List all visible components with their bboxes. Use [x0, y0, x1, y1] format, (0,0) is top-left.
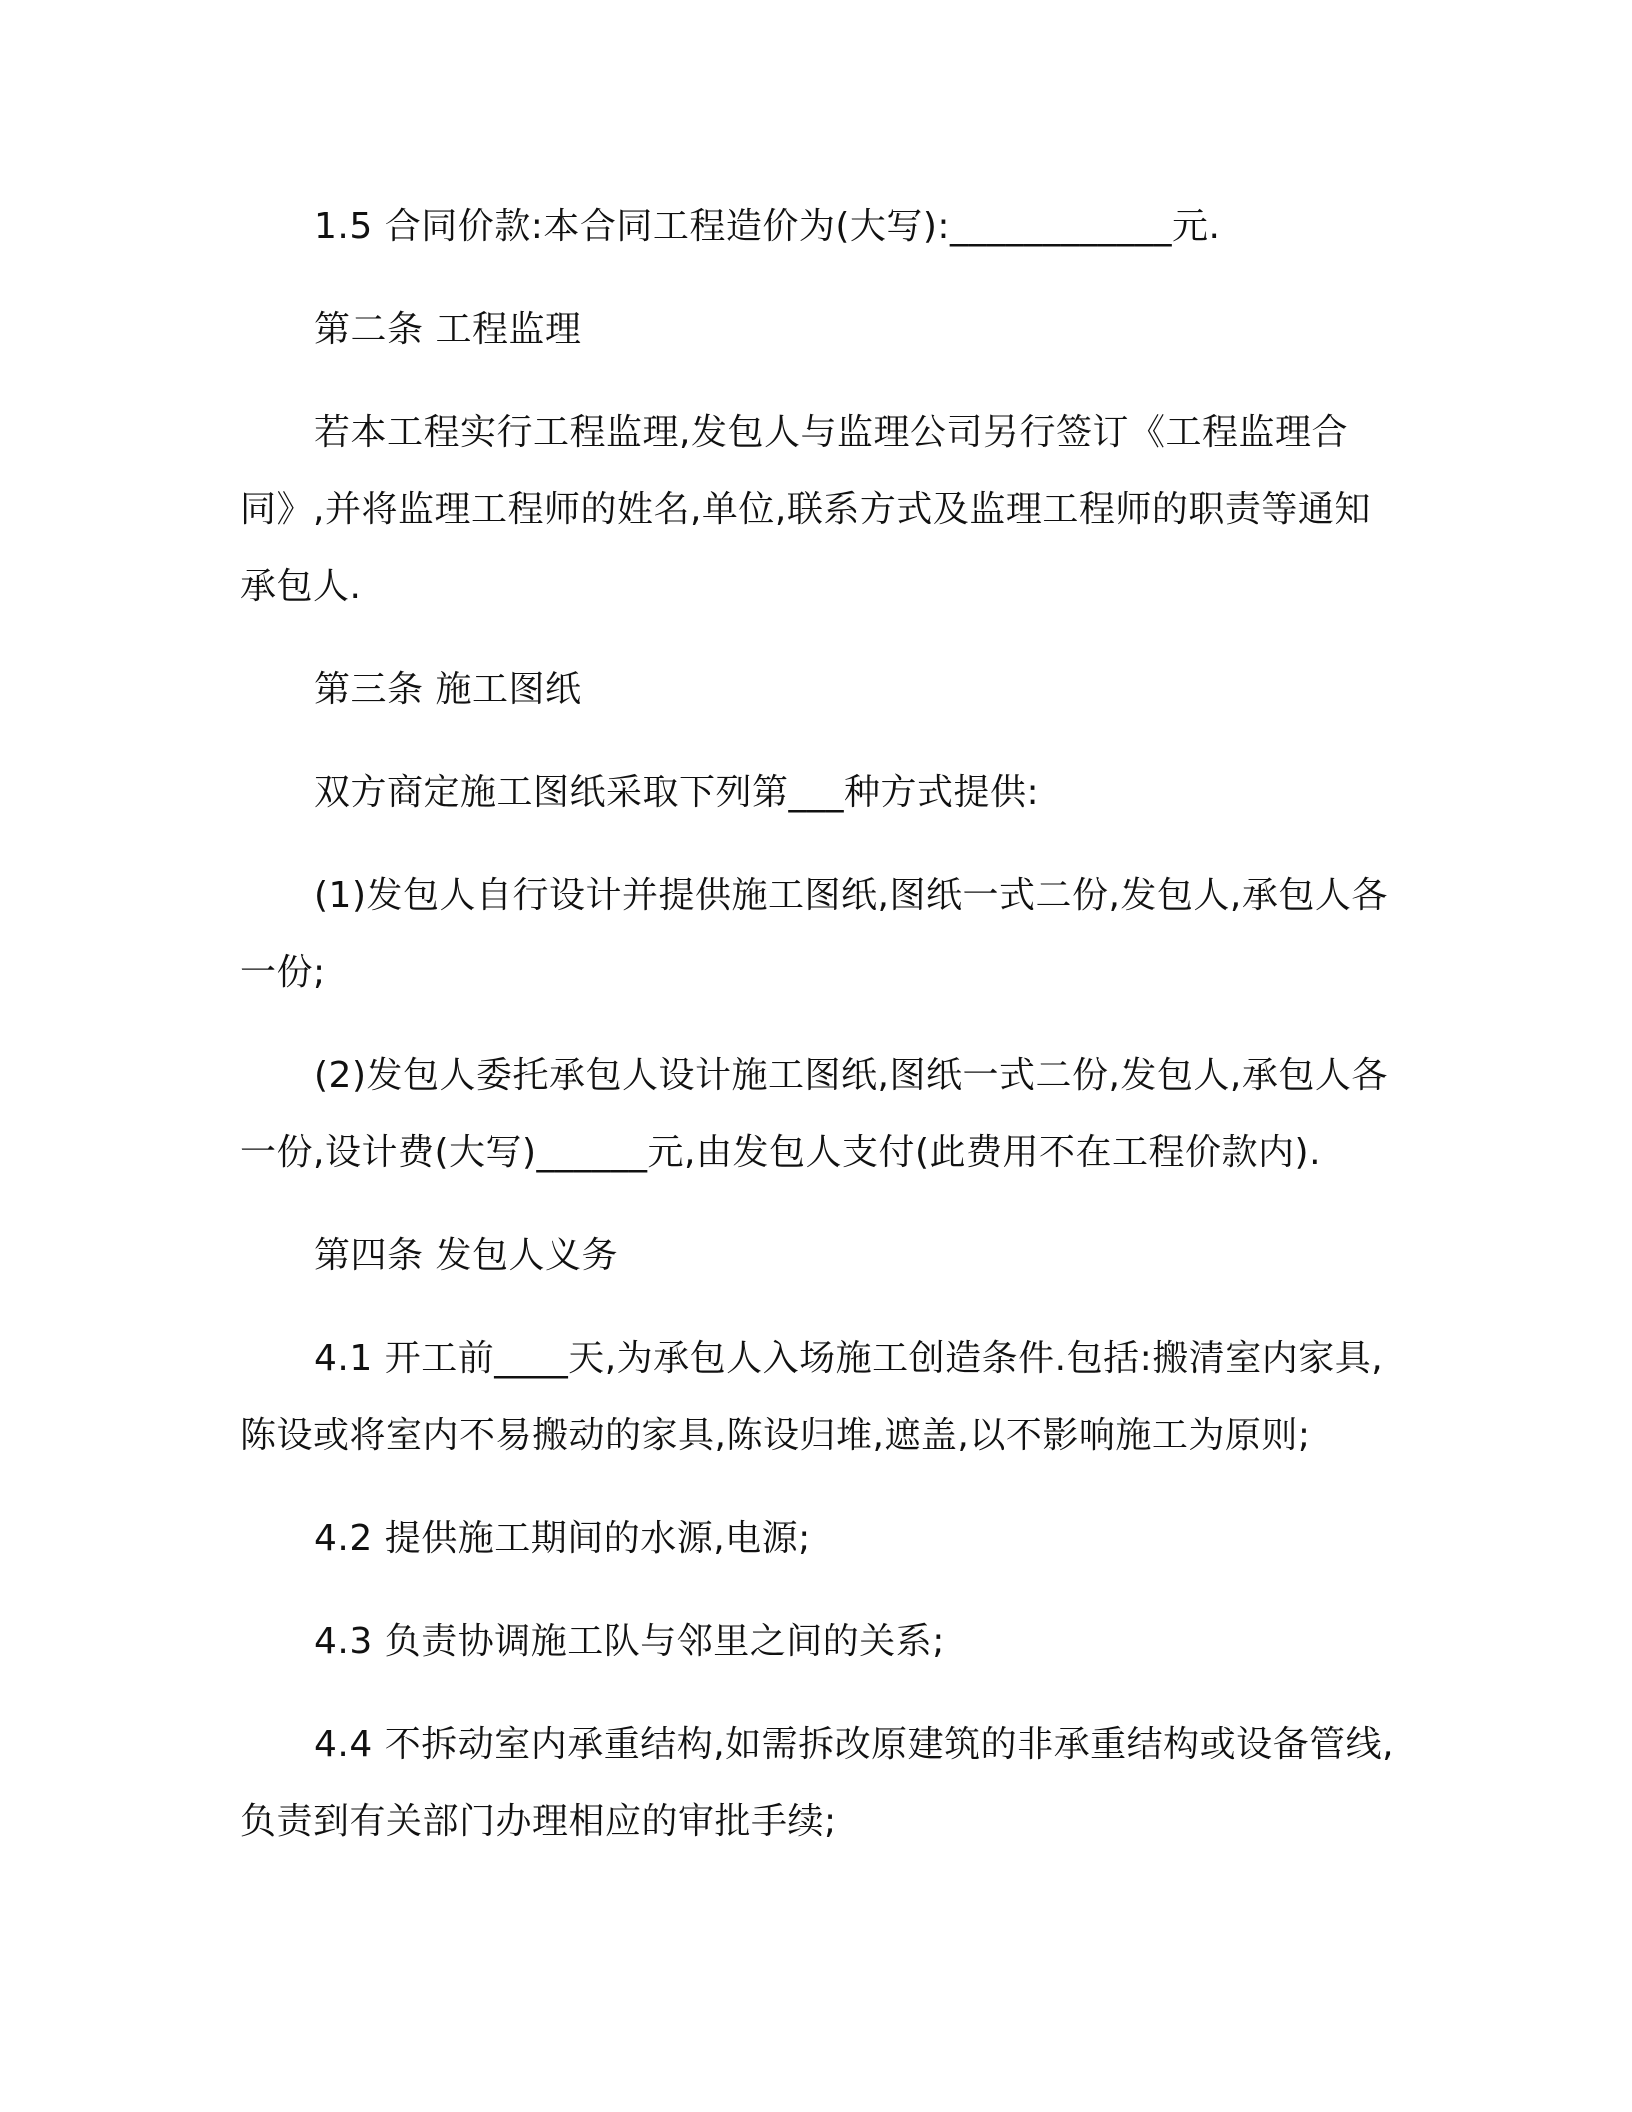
article-2-body: 若本工程实行工程监理,发包人与监理公司另行签订《工程监理合同》,并将监理工程师的姓名,单位,联系方式及监理工程师的职责等通知承包人.	[240, 412, 1371, 607]
clause-4-4: 4.4 不拆动室内承重结构,如需拆改原建筑的非承重结构或设备管线,负责到有关部门办理相应的审批手续;	[240, 1724, 1395, 1842]
heading-article-2: 第二条 工程监理	[314, 309, 582, 350]
clause-4-2: 4.2 提供施工期间的水源,电源;	[314, 1518, 811, 1559]
article-3-intro: 双方商定施工图纸采取下列第___种方式提供:	[314, 772, 1040, 813]
heading-article-3: 第三条 施工图纸	[314, 669, 582, 710]
article-3-option-1: (1)发包人自行设计并提供施工图纸,图纸一式二份,发包人,承包人各一份;	[240, 875, 1388, 993]
document-body	[240, 188, 1400, 1886]
heading-article-4: 第四条 发包人义务	[314, 1235, 618, 1276]
clause-1-5-contract-price: 1.5 合同价款:本合同工程造价为(大写):____________元.	[314, 206, 1221, 247]
clause-4-3: 4.3 负责协调施工队与邻里之间的关系;	[314, 1621, 945, 1662]
article-3-option-2: (2)发包人委托承包人设计施工图纸,图纸一式二份,发包人,承包人各一份,设计费(大写)______元,由发包人支付(此费用不在工程价款内).	[240, 1055, 1388, 1173]
clause-4-1: 4.1 开工前____天,为承包人入场施工创造条件.包括:搬清室内家具,陈设或将室内不易搬动的家具,陈设归堆,遮盖,以不影响施工为原则;	[240, 1338, 1384, 1456]
